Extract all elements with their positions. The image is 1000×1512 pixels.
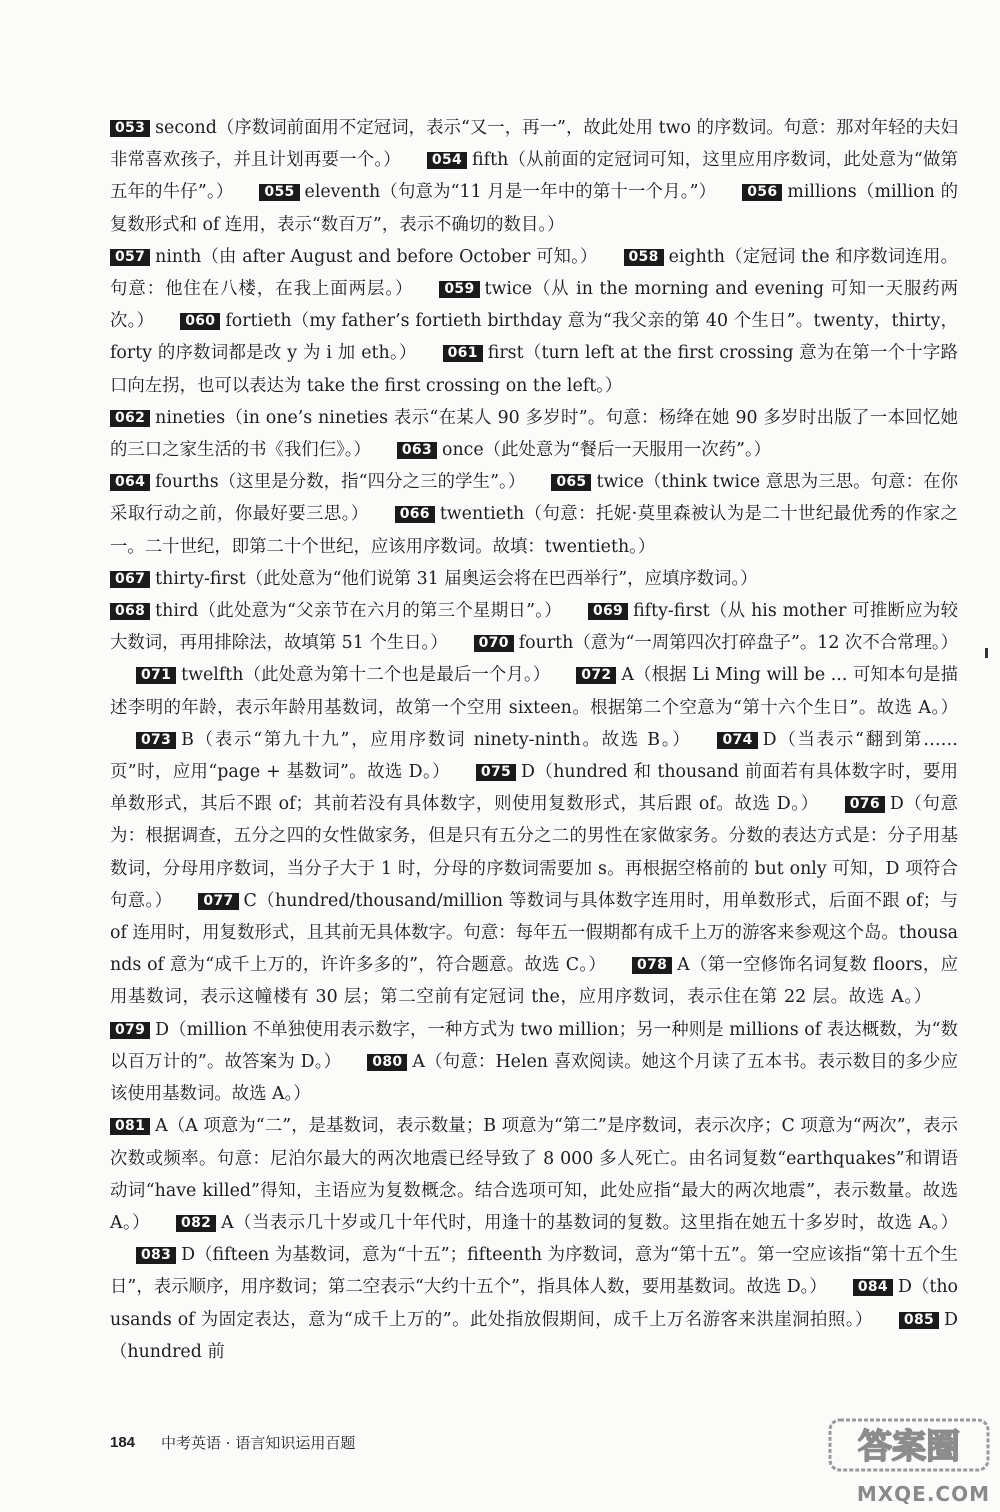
answer-text: D（当表示“翻到第……页”时，应用“page + 基数词”。故选 D。）: [110, 729, 958, 783]
watermark: [822, 1406, 992, 1506]
answer-explanations: [110, 112, 958, 1368]
book-title: 中考英语 · 语言知识运用百题: [161, 1434, 356, 1452]
answer-text: D（fifteen 为基数词，意为“十五”；fifteenth 为序数词，意为“第十五”。第一空应该指“第十五个生日”，表示顺序，用序数词；第二空表示“大约十五个”，指具体人数，要用基数词。故选 D。）: [110, 1245, 958, 1298]
answer-text: B（表示“第九十九”，应用序数词 ninety-ninth。故选 B。）: [181, 729, 692, 750]
question-number-badge: 075: [476, 764, 516, 781]
question-number-badge: 079: [110, 1022, 150, 1039]
watermark-logo: [826, 1406, 992, 1476]
answer-text: D（thousands of 为固定表达，意为“成千上万的”。此处指放假期间，成千上万名游客来洪崖洞拍照。）: [110, 1277, 958, 1330]
answer-entry: [176, 1213, 958, 1233]
answer-text: fourth（意为“一周第四次打碎盘子”。12 次不合常理。）: [518, 633, 958, 654]
question-number-badge: 077: [198, 893, 238, 910]
answer-text: first（turn left at the first crossing 意为在第一个十字路口向左拐，也可以表达为 take the first crossing on the left。）: [110, 343, 958, 396]
answer-entry: [259, 182, 716, 202]
answer-text: eighth（定冠词 the 和序数词连用。句意：他住在八楼，在我上面两层。）: [110, 246, 958, 300]
question-number-badge: 061: [443, 345, 483, 362]
question-number-badge: 085: [899, 1312, 939, 1329]
answer-text: D（hundred 和 thousand 前面若有具体数字时，要用单数形式，其后不跟 of；其前若没有具体数字，则使用复数形式，其后跟 of。故选 D。）: [110, 762, 959, 815]
answer-text: twice（think twice 意思为三思。句意：在你采取行动之前，你最好要三思。）: [110, 472, 959, 525]
question-number-badge: 057: [110, 249, 150, 266]
answer-entry: [110, 472, 525, 492]
answer-text: once（此处意为“餐后一天服用一次药”。）: [441, 440, 772, 461]
answer-text: third（此处意为“父亲节在六月的第三个星期日”。）: [155, 601, 562, 622]
answer-text: twentieth（句意：托妮·莫里森被认为是二十世纪最优秀的作家之一。二十世纪，即第二十个世纪，应该用序数词。故填：twentieth。）: [110, 504, 958, 557]
page-footer: [110, 1432, 355, 1453]
question-number-badge: 068: [110, 603, 150, 620]
question-number-badge: 065: [551, 474, 591, 491]
question-number-badge: 064: [110, 474, 150, 491]
answer-entry: [110, 1245, 958, 1297]
question-number-badge: 083: [136, 1247, 176, 1264]
answer-text: thirty-first（此处意为“他们说第 31 届奥运会将在巴西举行”，应填序数词。）: [155, 568, 758, 589]
margin-mark: [985, 648, 988, 658]
answer-text: A（根据 Li Ming will be ... 可知本句是描述李明的年龄，表示年龄用基数词，故第一个空用 sixteen。根据第二个空意为“第十六个生日”。故选 A。）: [110, 665, 959, 718]
answer-text: fourths（这里是分数，指“四分之三的学生”。）: [155, 472, 526, 493]
answer-entry: [136, 730, 691, 750]
question-number-badge: 069: [588, 603, 628, 620]
question-number-badge: 062: [110, 410, 150, 427]
answer-text: A（A 项意为“二”，是基数词，表示数量；B 项意为“第二”是序数词，表示次序；C 项意为“两次”，表示次数或频率。句意：尼泊尔最大的两次地震已经导致了 8 000 多人死亡。由名词复数“earthquakes”和谓语动词“have killed”得知，主语应为复数概念。结合选项可知，此处应指“最大的两次地震”，表示数量。故选 A。）: [110, 1116, 958, 1233]
answer-entry: [397, 440, 771, 460]
question-number-badge: 067: [110, 571, 150, 588]
question-number-badge: 054: [427, 152, 467, 169]
question-number-badge: 074: [717, 732, 757, 749]
question-number-badge: 078: [632, 957, 672, 974]
watermark-site: MXQE.COM: [856, 1482, 990, 1506]
question-number-badge: 060: [180, 313, 220, 330]
answer-text: D（hundred 前: [110, 1309, 958, 1362]
answer-text: second（序数词前面用不定冠词，表示“又一，再一”，故此处用 two 的序数词。句意：那对年轻的夫妇非常喜欢孩子，并且计划再要一个。）: [110, 118, 958, 171]
question-number-badge: 071: [136, 667, 176, 684]
question-number-badge: 081: [110, 1118, 150, 1135]
answer-entry: [110, 601, 562, 621]
question-number-badge: 063: [397, 442, 437, 459]
question-number-badge: 073: [136, 732, 176, 749]
answer-text: A（句意：Helen 喜欢阅读。她这个月读了五本书。表示数目的多少应该使用基数词。故选 A。）: [110, 1051, 958, 1105]
question-number-badge: 082: [176, 1215, 216, 1232]
answer-entry: [136, 665, 550, 685]
question-number-badge: 076: [845, 796, 885, 813]
question-number-badge: 084: [853, 1279, 893, 1296]
answer-text: ninth（由 after August and before October 可知。）: [155, 246, 598, 267]
question-number-badge: 056: [742, 184, 782, 201]
answer-text: twelfth（此处意为第十二个也是最后一个月。）: [181, 665, 551, 686]
question-number-badge: 053: [110, 120, 150, 137]
answer-text: eleventh（句意为“11 月是一年中的第十一个月。”）: [304, 182, 717, 203]
answer-text: fortieth（my father’s fortieth birthday 意为“我父亲的第 40 个生日”。twenty，thirty，forty 的序数词都是改 y 为 i 加 eth。）: [110, 311, 958, 364]
answer-text: A（第一空修饰名词复数 floors，应用基数词，表示这幢楼有 30 层；第二空前有定冠词 the，应用序数词，表示住在第 22 层。故选 A。）: [110, 955, 958, 1008]
watermark-logo-text: 答案圈: [858, 1427, 960, 1467]
page-number: 184: [110, 1434, 136, 1451]
answer-entry: [110, 247, 598, 267]
question-number-badge: 055: [259, 184, 299, 201]
answer-text: C（hundred/thousand/million 等数词与具体数字连用时，用单数形式，后面不跟 of；与 of 连用时，用复数形式，且其前无具体数字。句意：每年五一假期都有成千上万的游客来参观这个岛。thousands of 意为“成千上万的，许许多多的”，符合题意。故选 C。）: [110, 890, 958, 976]
answer-text: nineties（in one’s nineties 表示“在某人 90 多岁时”。句意：杨绛在她 90 多岁时出版了一本回忆她的三口之家生活的书《我们仨》。）: [110, 407, 958, 461]
answer-text: fifth（从前面的定冠词可知，这里应用序数词，此处意为“做第五年的牛仔”。）: [110, 150, 958, 203]
answer-entry: [474, 633, 958, 653]
answer-text: millions（million 的复数形式和 of 连用，表示“数百万”，表示不确切的数目。）: [110, 182, 958, 235]
question-number-badge: 072: [576, 667, 616, 684]
question-number-badge: 080: [367, 1054, 407, 1071]
answer-entry: [110, 569, 758, 589]
question-number-badge: 066: [395, 506, 435, 523]
answer-text: twice（从 in the morning and evening 可知一天服药两次。）: [110, 279, 958, 332]
answer-text: D（句意为：根据调查，五分之四的女性做家务，但是只有五分之二的男性在家做家务。分数的表达方式是：分子用基数词，分母用序数词，当分子大于 1 时，分母的序数词需要加 s。再根据空格前的 but only 可知，D 项符合句意。）: [110, 794, 958, 911]
question-number-badge: 058: [624, 249, 664, 266]
answer-text: fifty-first（从 his mother 可推断应为较大数词，再用排除法，故填第 51 个生日。）: [110, 601, 959, 654]
answer-text: D（million 不单独使用表示数字，一种方式为 two million；另一种则是 millions of 表达概数，为“数以百万计的”。故答案为 D。）: [110, 1019, 958, 1072]
question-number-badge: 059: [439, 281, 479, 298]
question-number-badge: 070: [474, 635, 514, 652]
answer-text: A（当表示几十岁或几十年代时，用逢十的基数词的复数。这里指在她五十多岁时，故选 A。）: [221, 1212, 959, 1233]
